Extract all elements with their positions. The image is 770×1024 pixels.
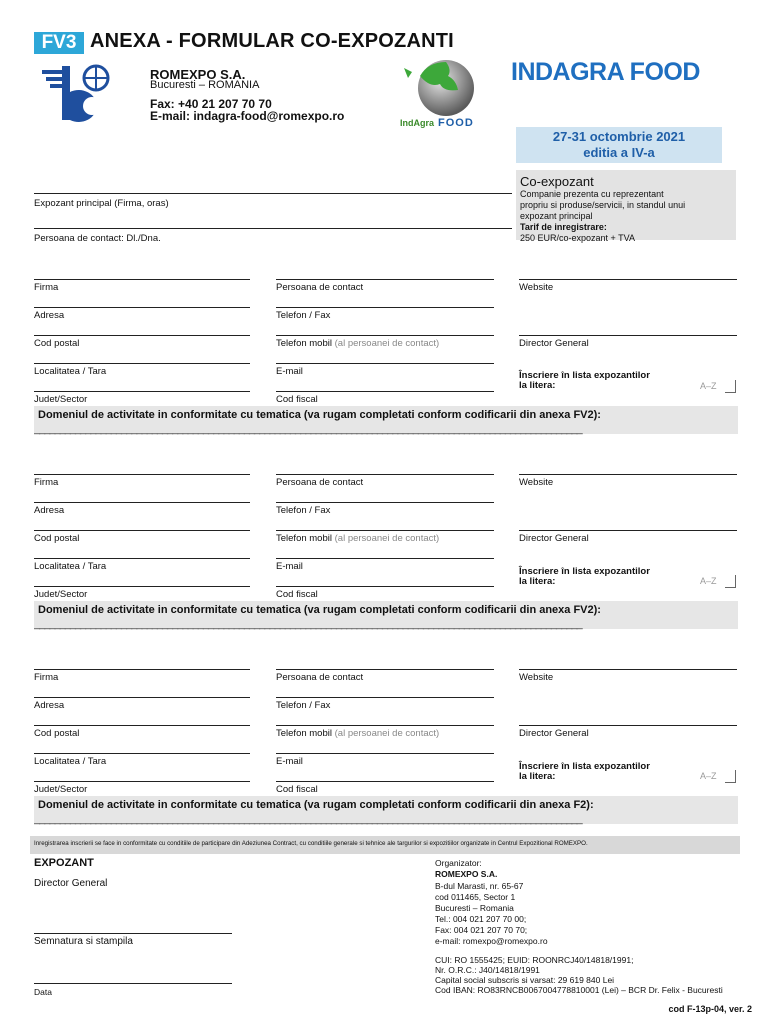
- email-field[interactable]: [276, 363, 494, 364]
- organizator-fax: Fax: 004 021 207 70 70;: [435, 925, 528, 935]
- adresa-label: Adresa: [34, 700, 65, 711]
- organizator-address-1: B-dul Marasti, nr. 65-67: [435, 881, 524, 891]
- cod-postal-label: Cod postal: [34, 533, 80, 544]
- adresa-field[interactable]: [34, 307, 250, 308]
- judet-field[interactable]: [34, 781, 250, 782]
- telefon-mobil-field[interactable]: [276, 335, 494, 336]
- litera-az-hint: A–Z: [700, 771, 717, 781]
- inscriere-label: Înscriere în lista expozantilor la litera:: [519, 566, 650, 587]
- judet-label: Judet/Sector: [34, 394, 88, 405]
- litera-input[interactable]: [725, 380, 736, 393]
- adresa-field[interactable]: [34, 502, 250, 503]
- email-field[interactable]: [276, 753, 494, 754]
- document-code: cod F-13p-04, ver. 2: [668, 1004, 752, 1014]
- director-label: Director General: [519, 728, 589, 739]
- inscriere-label: Înscriere în lista expozantilor la litera:: [519, 370, 650, 391]
- coexpozant-line3: expozant principal: [520, 211, 593, 221]
- director-field[interactable]: [519, 335, 737, 336]
- website-label: Website: [519, 672, 554, 683]
- footer-semnatura: Semnatura si stampila: [34, 936, 133, 947]
- judet-field[interactable]: [34, 586, 250, 587]
- coexpozant-info-box: [516, 170, 736, 243]
- organizator-capital: Capital social subscris si varsat: 29 619 840 Lei: [435, 975, 615, 985]
- coexpozant-title: Co-expozant: [520, 174, 594, 189]
- website-field[interactable]: [519, 474, 737, 475]
- domeniu-input[interactable]: ___________________________________________________________________________________________________________: [34, 618, 582, 630]
- domeniu-label: Domeniul de activitate in conformitate cu tematica (va rugam completati conform codificarii din anexa FV2):: [38, 409, 601, 421]
- persoana-field[interactable]: [276, 669, 494, 670]
- persoana-label: Persoana de contact: [276, 477, 364, 488]
- litera-az-hint: A–Z: [700, 381, 717, 391]
- persoana-field[interactable]: [276, 279, 494, 280]
- cod-fiscal-field[interactable]: [276, 391, 494, 392]
- cod-fiscal-field[interactable]: [276, 586, 494, 587]
- adresa-label: Adresa: [34, 505, 65, 516]
- coexpozant-line1: Companie prezenta cu reprezentant: [520, 189, 664, 199]
- telefon-mobil-label: Telefon mobil (al persoanei de contact): [276, 338, 440, 349]
- footer-expozant: EXPOZANT: [34, 857, 94, 869]
- localitate-label: Localitatea / Tara: [34, 756, 107, 767]
- disclaimer-text: Inregistrarea inscrierii se face in conformitate cu conditiile de participare din Adeziunea Contract, cu conditiile generale si tehnice ale targurilor si expozitiilor organizate in Centrul Expozitional ROMEXPO.: [34, 840, 588, 847]
- inscriere-label: Înscriere în lista expozantilor la litera:: [519, 761, 650, 782]
- litera-input[interactable]: [725, 575, 736, 588]
- cod-postal-label: Cod postal: [34, 338, 80, 349]
- email-label: E-mail: [276, 366, 303, 377]
- firma-label: Firma: [34, 477, 59, 488]
- signature-line[interactable]: [34, 933, 232, 934]
- director-field[interactable]: [519, 530, 737, 531]
- logo-text-food: FOOD: [438, 117, 474, 128]
- org-email: E-mail: indagra-food@romexpo.ro: [150, 109, 345, 123]
- telefon-field[interactable]: [276, 697, 494, 698]
- event-brand: INDAGRA FOOD: [511, 58, 700, 86]
- firma-label: Firma: [34, 282, 59, 293]
- cod-postal-field[interactable]: [34, 530, 250, 531]
- persoana-field[interactable]: [276, 474, 494, 475]
- localitate-label: Localitatea / Tara: [34, 366, 107, 377]
- cod-postal-field[interactable]: [34, 725, 250, 726]
- telefon-mobil-field[interactable]: [276, 725, 494, 726]
- organizator-label: Organizator:: [435, 858, 482, 868]
- organizator-cui: CUI: RO 1555425; EUID: ROONRCJ40/14818/1991;: [435, 955, 634, 965]
- adresa-field[interactable]: [34, 697, 250, 698]
- persoana-label: Persoana de contact: [276, 282, 364, 293]
- website-label: Website: [519, 477, 554, 488]
- organizator-tel: Tel.: 004 021 207 70 00;: [435, 914, 527, 924]
- firma-field[interactable]: [34, 279, 250, 280]
- indagra-globe-logo: [398, 56, 488, 128]
- judet-label: Judet/Sector: [34, 784, 88, 795]
- cod-fiscal-label: Cod fiscal: [276, 394, 318, 405]
- organizator-orc: Nr. O.R.C.: J40/14818/1991: [435, 965, 540, 975]
- telefon-field[interactable]: [276, 307, 494, 308]
- director-label: Director General: [519, 338, 589, 349]
- email-label: E-mail: [276, 561, 303, 572]
- telefon-label: Telefon / Fax: [276, 700, 331, 711]
- email-field[interactable]: [276, 558, 494, 559]
- logo-text-indagra: IndAgra: [400, 118, 435, 128]
- email-label: E-mail: [276, 756, 303, 767]
- firma-label: Firma: [34, 672, 59, 683]
- org-fax: Fax: +40 21 207 70 70: [150, 97, 272, 111]
- cod-fiscal-label: Cod fiscal: [276, 589, 318, 600]
- judet-label: Judet/Sector: [34, 589, 88, 600]
- localitate-field[interactable]: [34, 363, 250, 364]
- date-line[interactable]: [34, 983, 232, 984]
- cod-fiscal-field[interactable]: [276, 781, 494, 782]
- org-city: Bucuresti – ROMANIA: [150, 79, 260, 91]
- organizator-name: ROMEXPO S.A.: [435, 869, 498, 879]
- tarif-value: 250 EUR/co-expozant + TVA: [520, 233, 635, 243]
- expozant-principal-label: Expozant principal (Firma, oras): [34, 198, 169, 209]
- organizator-address-3: Bucuresti – Romania: [435, 903, 514, 913]
- director-field[interactable]: [519, 725, 737, 726]
- localitate-field[interactable]: [34, 558, 250, 559]
- form-badge: FV3: [34, 32, 84, 54]
- website-label: Website: [519, 282, 554, 293]
- firma-field[interactable]: [34, 474, 250, 475]
- footer-data: Data: [34, 987, 52, 997]
- director-label: Director General: [519, 533, 589, 544]
- litera-az-hint: A–Z: [700, 576, 717, 586]
- cod-postal-label: Cod postal: [34, 728, 80, 739]
- domeniu-input[interactable]: ___________________________________________________________________________________________________________: [34, 813, 582, 825]
- telefon-label: Telefon / Fax: [276, 310, 331, 321]
- firma-field[interactable]: [34, 669, 250, 670]
- telefon-field[interactable]: [276, 502, 494, 503]
- localitate-label: Localitatea / Tara: [34, 561, 107, 572]
- domeniu-input[interactable]: ___________________________________________________________________________________________________________: [34, 423, 582, 435]
- event-dates: 27-31 octombrie 2021: [552, 129, 686, 144]
- tarif-label: Tarif de inregistrare:: [520, 222, 607, 232]
- organizator-address-2: cod 011465, Sector 1: [435, 892, 516, 902]
- litera-input[interactable]: [725, 770, 736, 783]
- expozant-principal-line[interactable]: [34, 193, 512, 194]
- organizator-email: e-mail: romexpo@romexpo.ro: [435, 936, 548, 946]
- domeniu-label: Domeniul de activitate in conformitate cu tematica (va rugam completati conform codificarii din anexa F2):: [38, 799, 594, 811]
- cod-postal-field[interactable]: [34, 335, 250, 336]
- form-title: ANEXA - FORMULAR CO-EXPOZANTI: [90, 30, 454, 52]
- adresa-label: Adresa: [34, 310, 65, 321]
- persoana-contact-label: Persoana de contact: Dl./Dna.: [34, 233, 161, 244]
- website-field[interactable]: [519, 279, 737, 280]
- organizator-iban: Cod IBAN: RO83RNCB0067004778810001 (Lei) – BCR Dr. Felix - Bucuresti: [435, 985, 723, 995]
- persoana-label: Persoana de contact: [276, 672, 364, 683]
- cod-fiscal-label: Cod fiscal: [276, 784, 318, 795]
- localitate-field[interactable]: [34, 753, 250, 754]
- domeniu-label: Domeniul de activitate in conformitate cu tematica (va rugam completati conform codificarii din anexa FV2):: [38, 604, 601, 616]
- telefon-mobil-field[interactable]: [276, 530, 494, 531]
- footer-director: Director General: [34, 878, 108, 889]
- romexpo-logo: [40, 62, 116, 124]
- telefon-mobil-label: Telefon mobil (al persoanei de contact): [276, 533, 440, 544]
- event-edition: editia a IV-a: [583, 145, 655, 160]
- telefon-label: Telefon / Fax: [276, 505, 331, 516]
- org-name: ROMEXPO S.A.: [150, 67, 246, 82]
- telefon-mobil-label: Telefon mobil (al persoanei de contact): [276, 728, 440, 739]
- event-date-box: [516, 127, 722, 163]
- judet-field[interactable]: [34, 391, 250, 392]
- coexpozant-line2: propriu si produse/servicii, in standul unui: [520, 200, 686, 210]
- persoana-contact-line[interactable]: [34, 228, 512, 229]
- website-field[interactable]: [519, 669, 737, 670]
